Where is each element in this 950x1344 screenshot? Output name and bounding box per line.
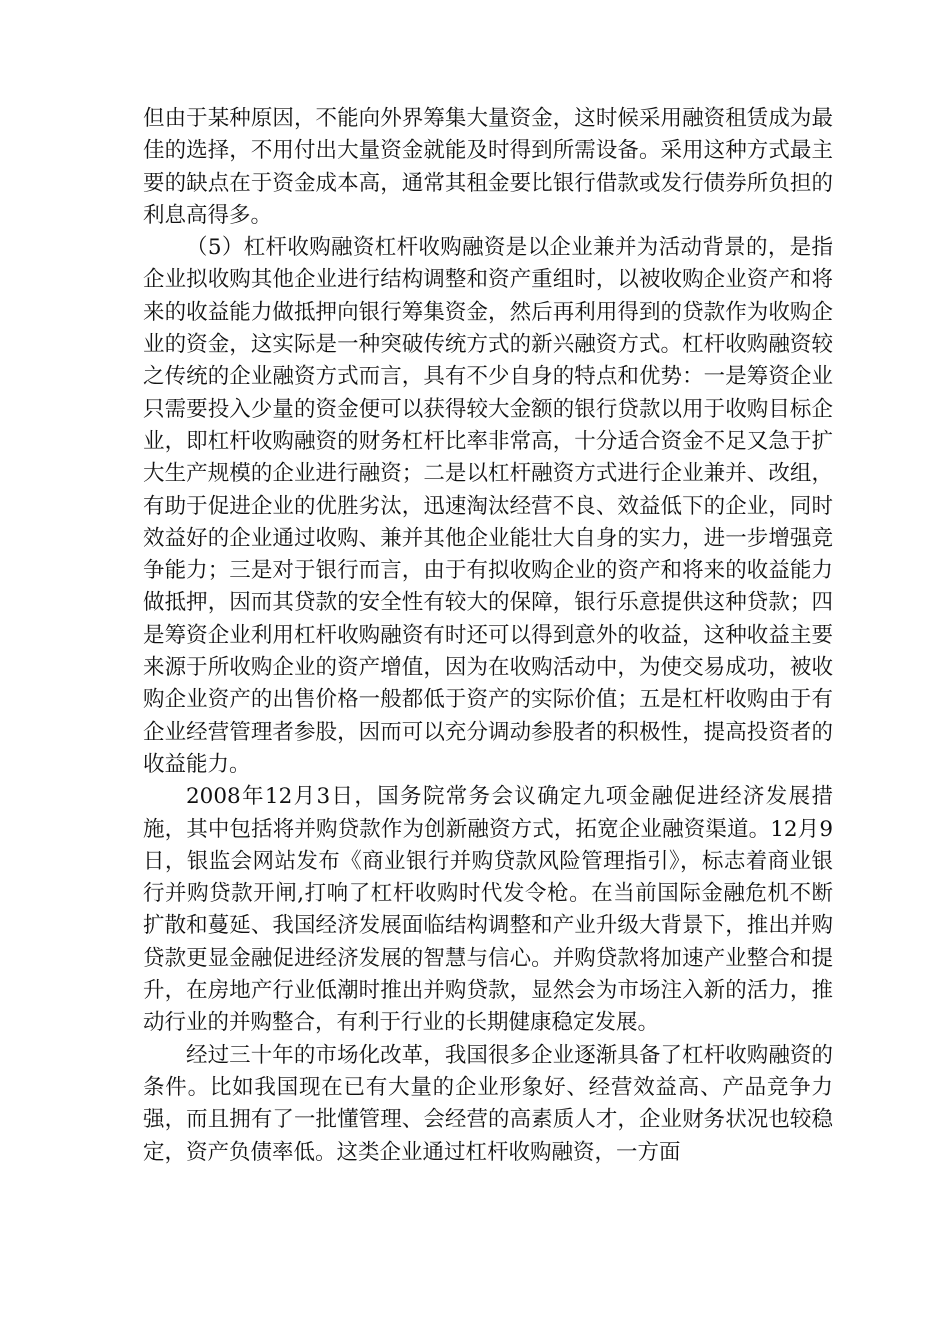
document-body [143, 103, 833, 1169]
paragraph-merger-loans: 2008年12月3日，国务院常务会议确定九项金融促进经济发展措施，其中包括将并购贷款作为创新融资方式，拓宽企业融资渠道。12月9日，银监会网站发布《商业银行并购贷款风险管理指引》，标志着商业银行并购贷款开闸,打响了杠杆收购时代发令枪。在当前国际金融危机不断扩散和蔓延、我国经济发展面临结构调整和产业升级大背景下，推出并购贷款更显金融促进经济发展的智慧与信心。并购贷款将加速产业整合和提升，在房地产行业低潮时推出并购贷款，显然会为市场注入新的活力，推动行业的并购整合，有利于行业的长期健康稳定发展。 [143, 784, 833, 1036]
paragraph-continuation: 但由于某种原因，不能向外界筹集大量资金，这时候采用融资租赁成为最佳的选择，不用付出大量资金就能及时得到所需设备。采用这种方式最主要的缺点在于资金成本高，通常其租金要比银行借款或发行债券所负担的利息高得多。 [143, 106, 833, 228]
paragraph-leveraged-buyout: （5）杠杆收购融资杠杆收购融资是以企业兼并为活动背景的，是指企业拟收购其他企业进行结构调整和资产重组时，以被收购企业资产和将来的收益能力做抵押向银行筹集资金，然后再利用得到的贷款作为收购企业的资金，这实际是一种突破传统方式的新兴融资方式。杠杆收购融资较之传统的企业融资方式而言，具有不少自身的特点和优势：一是筹资企业只需要投入少量的资金便可以获得较大金额的银行贷款以用于收购目标企业，即杠杆收购融资的财务杠杆比率非常高，十分适合资金不足又急于扩大生产规模的企业进行融资；二是以杠杆融资方式进行企业兼并、改组，有助于促进企业的优胜劣汰，迅速淘汰经营不良、效益低下的企业，同时效益好的企业通过收购、兼并其他企业能壮大自身的实力，进一步增强竞争能力；三是对于银行而言，由于有拟收购企业的资产和将来的收益能力做抵押，因而其贷款的安全性有较大的保障，银行乐意提供这种贷款；四是筹资企业利用杠杆收购融资有时还可以得到意外的收益，这种收益主要来源于所收购企业的资产增值，因为在收购活动中，为使交易成功，被收购企业资产的出售价格一般都低于资产的实际价值；五是杠杆收购由于有企业经营管理者参股，因而可以充分调动参股者的积极性，提高投资者的收益能力。 [143, 235, 833, 777]
paragraph-market-reform: 经过三十年的市场化改革，我国很多企业逐渐具备了杠杆收购融资的条件。比如我国现在已有大量的企业形象好、经营效益高、产品竞争力强，而且拥有了一批懂管理、会经营的高素质人才，企业财务状况也较稳定，资产负债率低。这类企业通过杠杆收购融资，一方面 [143, 1042, 833, 1165]
